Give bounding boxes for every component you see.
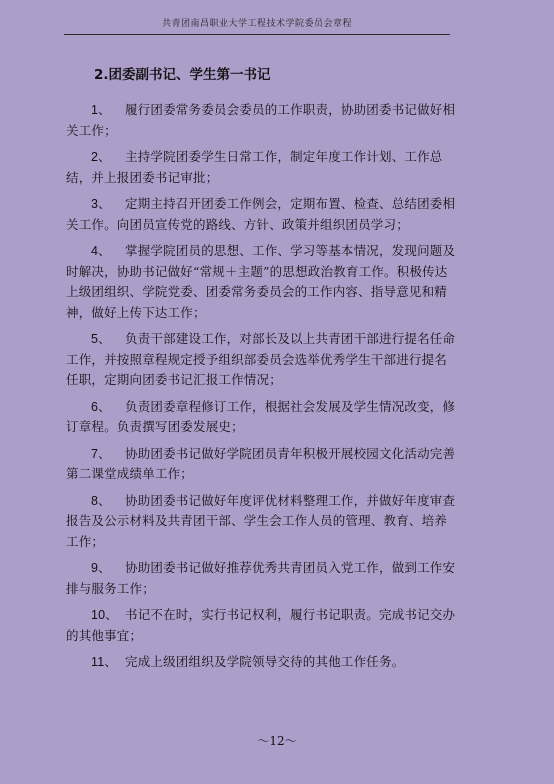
item-text: 协助团委书记做好年度评优材料整理工作，并做好年度审查报告及公示材料及共青团干部、学生会工作人员的管理、教育、培养工作；: [66, 492, 456, 549]
item-text: 掌握学院团员的思想、工作、学习等基本情况，发现问题及时解决，协助书记做好“常规＋主题”的思想政治教育工作。积极传达上级团组织、学院党委、团委常务委员会的工作内容、指导意见和精神，做好上传下达工作；: [66, 243, 456, 320]
list-item: [66, 605, 458, 646]
item-number: 6、: [91, 399, 111, 414]
item-text: 协助团委书记做好推荐优秀共青团员入党工作，做到工作安排与服务工作；: [66, 560, 456, 596]
list-item: [66, 194, 458, 235]
list-item: [66, 100, 458, 141]
page-number: ～12～: [257, 734, 297, 748]
item-number: 9、: [91, 561, 111, 575]
item-text: 负责团委章程修订工作，根据社会发展及学生情况改变，修订章程。负责撰写团委发展史；: [66, 398, 456, 434]
item-text: 主持学院团委学生日常工作，制定年度工作计划、工作总结，并上报团委书记审批；: [66, 149, 443, 185]
item-text: 书记不在时，实行书记权利，履行书记职责。完成书记交办的其他事宜；: [66, 607, 456, 643]
item-number: 5、: [91, 332, 111, 346]
list-item: [66, 558, 458, 599]
item-text: 负责干部建设工作，对部长及以上共青团干部进行提名任命工作，并按照章程规定授予组织部委员会选举优秀学生干部进行提名任职，定期向团委书记汇报工作情况；: [66, 331, 456, 387]
item-number: 4、: [91, 244, 111, 258]
item-number: 7、: [91, 446, 111, 461]
item-text: 履行团委常务委员会委员的工作职责，协助团委书记做好相关工作；: [66, 102, 456, 138]
section-title: 2.团委副书记、学生第一书记: [94, 67, 271, 83]
item-text: 定期主持召开团委工作例会，定期布置、检查、总结团委相关工作。向团员宣传党的路线、方针、政策并组织团员学习；: [66, 196, 456, 232]
duty-list: [66, 100, 458, 673]
header-title: 共青团南昌职业大学工程技术学院委员会章程: [161, 19, 352, 29]
item-number: 10、: [91, 608, 119, 622]
document-body: [66, 66, 458, 679]
list-item: [66, 147, 458, 188]
item-number: 1、: [91, 103, 111, 117]
item-number: 11、: [91, 655, 118, 669]
item-number: 2、: [91, 150, 111, 164]
item-text: 协助团委书记做好学院团员青年积极开展校园文化活动完善第二课堂成绩单工作；: [66, 445, 456, 481]
list-item: [66, 329, 458, 391]
list-item: [66, 397, 458, 438]
list-item: [66, 652, 458, 673]
page-header: [64, 18, 450, 35]
item-text: 完成上级团组织及学院领导交待的其他工作任务。: [125, 654, 405, 669]
list-item: [66, 491, 458, 553]
item-number: 8、: [91, 493, 111, 508]
list-item: [66, 241, 458, 323]
list-item: [66, 444, 458, 485]
item-number: 3、: [91, 197, 111, 211]
